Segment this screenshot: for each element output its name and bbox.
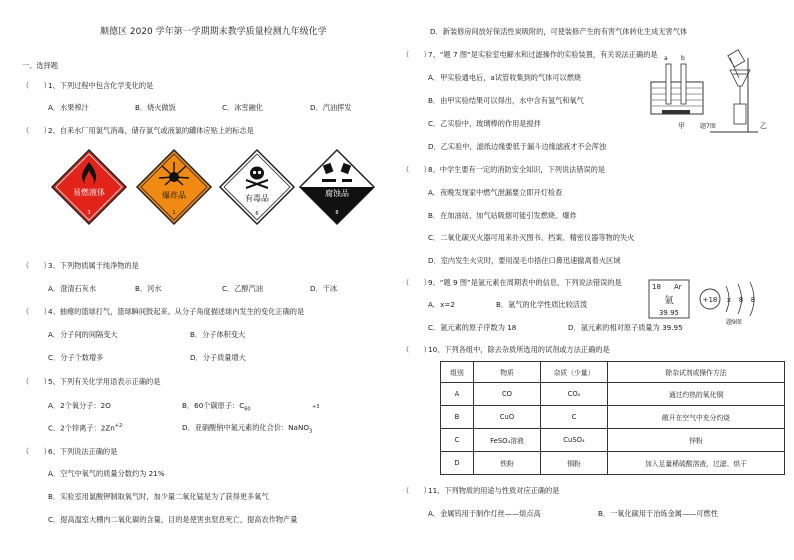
sign-label: 腐蚀品 bbox=[325, 189, 349, 198]
q11-stem: 11、下列物质的用途与性质对应正确的是 bbox=[428, 486, 560, 495]
table-row bbox=[441, 406, 785, 429]
fig9-shell-1: x bbox=[726, 296, 732, 304]
q5-option-d: D．亚硝酸钠中氮元素的化合价：NaNO$_3$ bbox=[182, 423, 313, 435]
q1-option-c: C．冰雪融化 bbox=[222, 103, 263, 112]
q5-option-a: A．2个氧分子：2O bbox=[48, 401, 111, 410]
figure-7 bbox=[648, 48, 772, 134]
q9-stem: 9、“题 9 图”是氩元素在周期表中的信息，下列说法错误的是 bbox=[428, 278, 622, 287]
q6-option-a: A．空气中氧气的质量分数约为 21% bbox=[48, 469, 165, 478]
q4-option-c: C．分子个数增多 bbox=[48, 353, 104, 362]
answer-paren: （ ） bbox=[22, 447, 51, 456]
fig7-label-yi: 乙 bbox=[760, 122, 767, 130]
fig7-label-jia: 甲 bbox=[678, 122, 685, 130]
q2-stem: 2、自来水厂用氯气消毒，储存氯气或液氯的罐体应贴上的标志是 bbox=[48, 126, 254, 135]
fig7-caption: 题7图 bbox=[700, 123, 716, 130]
table-cell: 敞开在空气中充分灼烧 bbox=[608, 406, 785, 429]
q5-stem: 5、下列有关化学用语表示正确的是 bbox=[48, 377, 161, 386]
section-heading: 一、选择题 bbox=[22, 61, 58, 70]
table-header-row bbox=[441, 362, 785, 383]
q3-option-d: D．干冰 bbox=[310, 284, 338, 293]
q8-option-a: A．夜晚发现家中燃气泄漏要立即开灯检查 bbox=[428, 188, 563, 197]
table-cell: CO bbox=[474, 383, 541, 406]
q5-d-valence: +3 bbox=[312, 404, 320, 410]
q3-option-c: C．乙醇汽油 bbox=[222, 284, 263, 293]
q3-option-a: A．澄清石灰水 bbox=[48, 284, 97, 293]
q4-option-b: B．分子体积变大 bbox=[190, 330, 246, 339]
q6-stem: 6、下列说法正确的是 bbox=[48, 447, 118, 456]
table-cell: CuSO₄ bbox=[541, 429, 608, 452]
table-cell: 通过灼热的氧化铜 bbox=[608, 383, 785, 406]
q4-stem: 4、抽瘪的篮球打气，篮球瞬间鼓起来。从分子角度描述球内发生的变化正确的是 bbox=[48, 307, 305, 316]
q4-option-d: D．分子质量增大 bbox=[190, 353, 246, 362]
fig7-label-a: a bbox=[664, 55, 668, 62]
table-cell: CO₂ bbox=[541, 383, 608, 406]
fig9-caption: 题9图 bbox=[726, 319, 742, 326]
answer-paren: （ ） bbox=[402, 278, 431, 287]
q7-stem: 7、“题 7 图”是实验室电解水和过滤操作的实验装置，有关说法正确的是 bbox=[428, 50, 658, 59]
q8-option-d: D．室内发生火灾时，要用湿毛巾捂住口鼻迅速撤离着火区域 bbox=[428, 256, 621, 265]
table-header: 杂质（少量） bbox=[541, 362, 608, 383]
fig9-shell-3: 8 bbox=[750, 296, 756, 304]
q1-option-b: B．烧火做饭 bbox=[135, 103, 176, 112]
hazard-sign-flammable[interactable] bbox=[50, 148, 128, 226]
answer-paren: （ ） bbox=[22, 261, 51, 270]
page-title: 顺德区 2020 学年第一学期期末教学质量检测九年级化学 bbox=[100, 27, 327, 37]
table-row bbox=[441, 429, 785, 452]
q5-option-c: C．2个锌离子：$2Zn^{+2}$ bbox=[48, 423, 123, 433]
table-cell: 加入足量稀硫酸溶液，过滤、烘干 bbox=[608, 452, 785, 475]
fig9-atomic-number: 18 bbox=[652, 283, 661, 291]
answer-paren: （ ） bbox=[402, 486, 431, 495]
q8-option-c: C．二氧化碳灭火器可用来扑灭图书、档案、精密仪器等物的失火 bbox=[428, 233, 635, 242]
q6-option-c: C．提高温室大棚内二氧化碳的含量，目的是使害虫窒息死亡，提高农作物产量 bbox=[48, 515, 298, 524]
q6-option-d: D．新装修房间放好保活性炭吸附的，可使装修产生的有害气体转化生成无害气体 bbox=[430, 27, 688, 36]
hazard-sign-explosive[interactable] bbox=[135, 148, 213, 226]
answer-paren: （ ） bbox=[22, 81, 51, 90]
q4-option-a: A．分子间的间隔变大 bbox=[48, 330, 118, 339]
table-cell: 锌粉 bbox=[608, 429, 785, 452]
fig9-nucleus: +18 bbox=[702, 296, 718, 304]
answer-paren: （ ） bbox=[402, 165, 431, 174]
q3-option-b: B．河水 bbox=[135, 284, 162, 293]
q6-option-b: B．实验室用氯酸钾制取氧气时，加少量二氧化锰是为了获得更多氧气 bbox=[48, 492, 269, 501]
hazard-sign-corrosive[interactable] bbox=[298, 148, 376, 226]
table-header: 组别 bbox=[441, 362, 474, 383]
table-row bbox=[441, 452, 785, 475]
q1-option-a: A．水果榨汁 bbox=[48, 103, 89, 112]
fig9-symbol: Ar bbox=[674, 283, 682, 291]
figure-9 bbox=[648, 278, 774, 326]
answer-paren: （ ） bbox=[22, 307, 51, 316]
q9-option-c: C．氩元素的原子序数为 18 bbox=[428, 323, 517, 332]
sign-number: 6 bbox=[255, 211, 259, 217]
fig9-element-name: 氩 bbox=[664, 296, 674, 306]
sign-label: 有毒品 bbox=[245, 194, 269, 203]
table-cell: D bbox=[441, 452, 474, 475]
q9-option-d: D．氩元素的相对原子质量为 39.95 bbox=[568, 323, 683, 332]
sign-label: 易燃液体 bbox=[73, 188, 105, 197]
table-cell: A bbox=[441, 383, 474, 406]
q10-table bbox=[440, 361, 785, 475]
q7-option-b: B．由甲实验结果可以得出，水中含有氢气和氧气 bbox=[428, 96, 584, 105]
sign-number: 8 bbox=[335, 210, 339, 216]
q9-option-a: A．x=2 bbox=[428, 300, 455, 309]
sign-label: 爆炸品 bbox=[162, 191, 186, 200]
fig7-label-b: b bbox=[681, 55, 685, 62]
hazard-sign-toxic[interactable] bbox=[218, 148, 296, 226]
table-cell: CuO bbox=[474, 406, 541, 429]
fig9-shell-2: 8 bbox=[738, 296, 744, 304]
sign-number: 1 bbox=[172, 210, 176, 216]
answer-paren: （ ） bbox=[22, 126, 51, 135]
table-header: 除杂试剂或操作方法 bbox=[608, 362, 785, 383]
table-cell: B bbox=[441, 406, 474, 429]
q10-stem: 10、下列各组中，除去杂质所选用的试剂或方法正确的是 bbox=[428, 345, 610, 354]
q5-option-b: B．60个碳原子：$C_{60}$ bbox=[182, 401, 251, 413]
table-header: 物质 bbox=[474, 362, 541, 383]
sign-number: 3 bbox=[87, 210, 91, 216]
table-cell: 铁粉 bbox=[474, 452, 541, 475]
table-row bbox=[441, 383, 785, 406]
q8-option-b: B．在加油站、加气站吸烟可能引发燃烧、爆炸 bbox=[428, 211, 577, 220]
answer-paren: （ ） bbox=[402, 345, 431, 354]
table-cell: C bbox=[541, 406, 608, 429]
q1-stem: 1、下列过程中包含化学变化的是 bbox=[48, 81, 154, 90]
q8-stem: 8、中学生要有一定的消防安全知识，下列说法错误的是 bbox=[428, 165, 606, 174]
q7-option-d: D．乙实验中，滤纸边缘要低于漏斗边缘滤液才不会浑浊 bbox=[428, 142, 607, 151]
q11-option-b: B．一氧化碳用于冶炼金属——可燃性 bbox=[598, 509, 718, 518]
q7-option-c: C．乙实验中，玻璃棒的作用是搅拌 bbox=[428, 119, 541, 128]
q7-option-a: A．甲实验通电后，a试管收集到的气体可以燃烧 bbox=[428, 73, 582, 82]
table-cell: FeSO₄溶液 bbox=[474, 429, 541, 452]
q1-option-d: D．汽油挥发 bbox=[310, 103, 352, 112]
table-cell: C bbox=[441, 429, 474, 452]
answer-paren: （ ） bbox=[402, 50, 431, 59]
fig9-atomic-mass: 39.95 bbox=[658, 309, 680, 317]
q11-option-a: A．金属钨用于制作灯丝——熔点高 bbox=[428, 509, 541, 518]
table-cell: 铜粉 bbox=[541, 452, 608, 475]
q9-option-b: B．氩气的化学性质比较活泼 bbox=[496, 300, 588, 309]
answer-paren: （ ） bbox=[22, 377, 51, 386]
q3-stem: 3、下列物质属于纯净物的是 bbox=[48, 261, 139, 270]
